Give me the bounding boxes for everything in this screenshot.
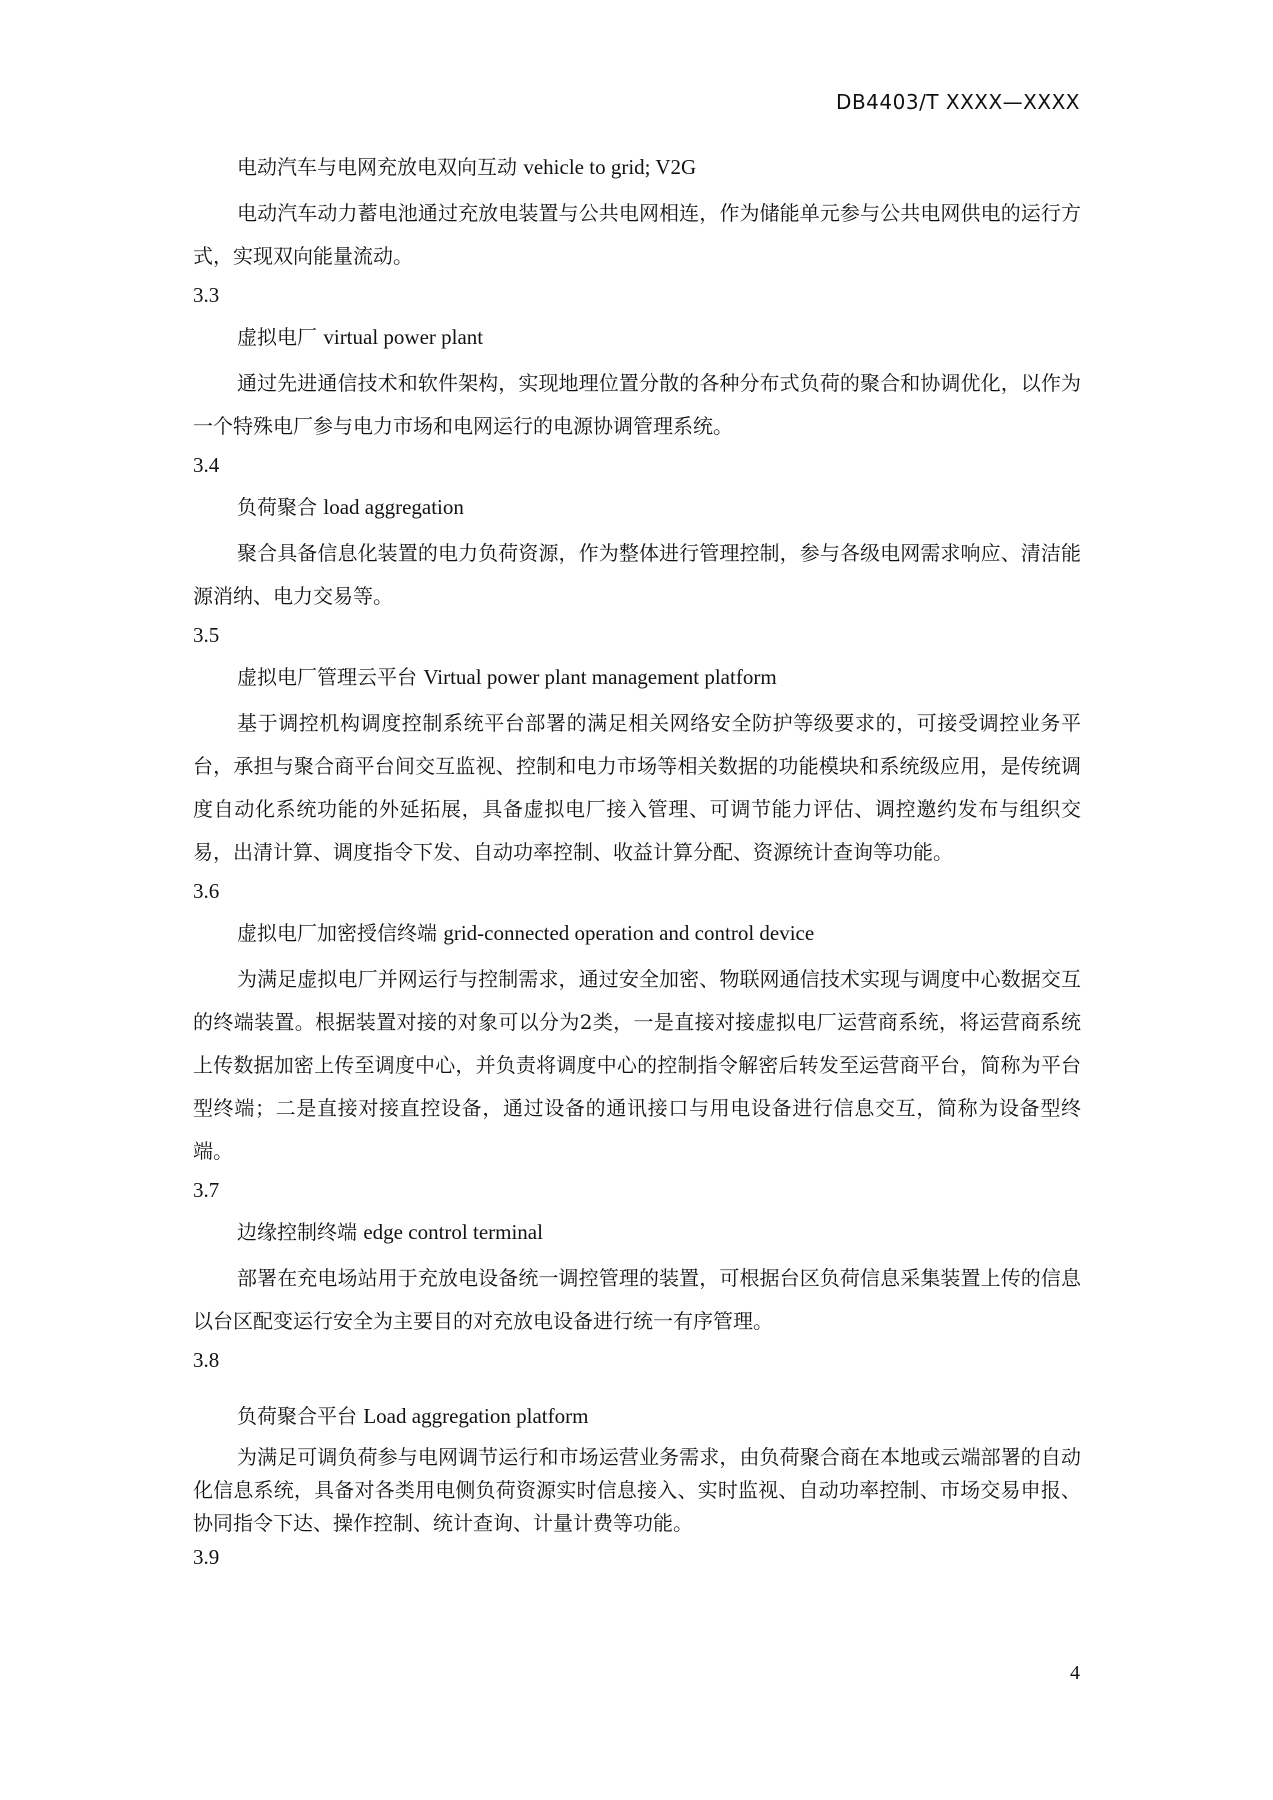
term-number: 3.5: [193, 623, 220, 647]
term-en: Load aggregation platform: [363, 1404, 589, 1428]
term-title: [193, 320, 1081, 354]
term-number: 3.4: [193, 453, 220, 477]
term-definition: 部署在充电场站用于充放电设备统一调控管理的装置，可根据台区负荷信息采集装置上传的信息以台区配变运行安全为主要目的对充放电设备进行统一有序管理。: [193, 1266, 1081, 1333]
term-number: 3.8: [193, 1348, 220, 1372]
term-definition: 基于调控机构调度控制系统平台部署的满足相关网络安全防护等级要求的，可接受调控业务平台，承担与聚合商平台间交互监视、控制和电力市场等相关数据的功能模块和系统级应用，是传统调度自动化系统功能的外延拓展，具备虚拟电厂接入管理、可调节能力评估、调控邀约发布与组织交易，出清计算、调度指令下发、自动功率控制、收益计算分配、资源统计查询等功能。: [193, 711, 1081, 864]
term-cn: 边缘控制终端: [237, 1220, 357, 1244]
term-title: [193, 490, 1081, 524]
term-number: 3.3: [193, 283, 220, 307]
term-cn: 负荷聚合平台: [237, 1404, 357, 1428]
term-cn: 负荷聚合: [237, 495, 317, 519]
term-cn: 虚拟电厂加密授信终端: [237, 921, 437, 945]
term-en: grid-connected operation and control device: [443, 921, 815, 945]
term-number: 3.7: [193, 1178, 220, 1202]
term-definition: 聚合具备信息化装置的电力负荷资源，作为整体进行管理控制，参与各级电网需求响应、清洁能源消纳、电力交易等。: [193, 541, 1081, 608]
term-title: [193, 660, 1081, 694]
term-en: Virtual power plant management platform: [423, 665, 777, 689]
term-en: virtual power plant: [323, 325, 484, 349]
term-en: edge control terminal: [363, 1220, 543, 1244]
term-title: [193, 1399, 1081, 1433]
term-cn: 电动汽车与电网充放电双向互动: [237, 155, 517, 179]
terms-section: [193, 150, 1081, 1582]
spacer: [193, 1385, 1081, 1399]
term-definition: 为满足虚拟电厂并网运行与控制需求，通过安全加密、物联网通信技术实现与调度中心数据交互的终端装置。根据装置对接的对象可以分为2类，一是直接对接虚拟电厂运营商系统，将运营商系统上传数据加密上传至调度中心，并负责将调度中心的控制指令解密后转发至运营商平台，简称为平台型终端；二是直接对接直控设备，通过设备的通讯接口与用电设备进行信息交互，简称为设备型终端。: [193, 967, 1081, 1163]
term-title: [193, 150, 1081, 184]
term-title: [193, 916, 1081, 950]
term-number: 3.9: [193, 1545, 220, 1569]
term-title: [193, 1215, 1081, 1249]
term-number: 3.6: [193, 879, 220, 903]
term-definition: 电动汽车动力蓄电池通过充放电装置与公共电网相连，作为储能单元参与公共电网供电的运行方式，实现双向能量流动。: [193, 201, 1081, 268]
term-cn: 虚拟电厂: [237, 325, 317, 349]
document-code: DB4403/T XXXX—XXXX: [836, 90, 1080, 114]
term-definition: 通过先进通信技术和软件架构，实现地理位置分散的各种分布式负荷的聚合和协调优化，以作为一个特殊电厂参与电力市场和电网运行的电源协调管理系统。: [193, 371, 1081, 438]
term-cn: 虚拟电厂管理云平台: [237, 665, 417, 689]
term-en: vehicle to grid; V2G: [523, 155, 697, 179]
term-definition: 为满足可调负荷参与电网调节运行和市场运营业务需求，由负荷聚合商在本地或云端部署的自动化信息系统，具备对各类用电侧负荷资源实时信息接入、实时监视、自动功率控制、市场交易申报、协同指令下达、操作控制、统计查询、计量计费等功能。: [193, 1445, 1081, 1535]
page-number: 4: [1070, 1662, 1080, 1684]
term-en: load aggregation: [323, 495, 464, 519]
